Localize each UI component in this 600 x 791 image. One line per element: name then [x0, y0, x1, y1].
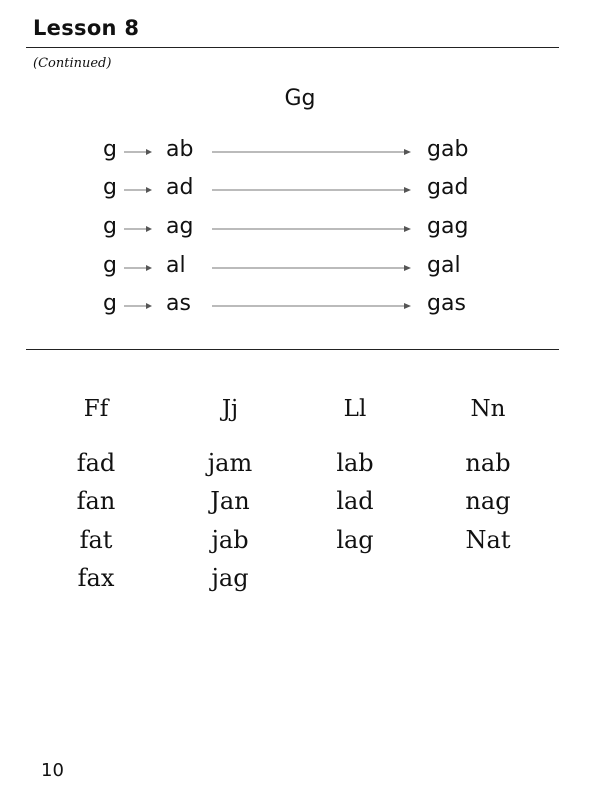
- blended-word: gal: [427, 253, 461, 278]
- blend-row: [0, 291, 600, 321]
- arrows-graphic: [0, 214, 600, 244]
- column-word: Nat: [465, 526, 511, 554]
- rime-part: ag: [166, 214, 194, 239]
- onset-letter: g: [103, 137, 117, 162]
- column-word: lag: [336, 526, 374, 554]
- blend-row: [0, 175, 600, 205]
- column-word: lad: [336, 487, 374, 515]
- column-word: lab: [336, 449, 374, 477]
- onset-letter: g: [103, 253, 117, 278]
- blended-word: gas: [427, 291, 466, 316]
- column-heading: Ff: [83, 396, 109, 422]
- blend-row: [0, 214, 600, 244]
- onset-letter: g: [103, 214, 117, 239]
- blended-word: gag: [427, 214, 469, 239]
- column-word: nab: [465, 449, 511, 477]
- header-rule: [26, 47, 559, 48]
- rime-part: ad: [166, 175, 194, 200]
- arrows-graphic: [0, 253, 600, 283]
- rime-part: as: [166, 291, 191, 316]
- rime-part: ab: [166, 137, 194, 162]
- column-heading: Jj: [221, 396, 239, 422]
- column-word: fad: [76, 449, 116, 477]
- page-number: 10: [41, 760, 64, 781]
- column-heading: Ll: [343, 396, 367, 422]
- blend-row: [0, 253, 600, 283]
- arrows-graphic: [0, 137, 600, 167]
- blend-row: [0, 137, 600, 167]
- column-word: Jan: [210, 487, 250, 515]
- onset-letter: g: [103, 291, 117, 316]
- column-word: fax: [77, 564, 115, 592]
- column-word: jag: [211, 564, 249, 592]
- column-word: jam: [207, 449, 253, 477]
- continued-label: (Continued): [33, 56, 112, 71]
- column-word: jab: [211, 526, 249, 554]
- column-heading: Nn: [470, 396, 506, 422]
- blended-word: gad: [427, 175, 469, 200]
- arrows-graphic: [0, 175, 600, 205]
- arrows-graphic: [0, 291, 600, 321]
- blend-heading: Gg: [284, 86, 316, 111]
- lesson-title: Lesson 8: [33, 16, 140, 40]
- section-divider: [26, 349, 559, 350]
- column-word: nag: [465, 487, 511, 515]
- rime-part: al: [166, 253, 186, 278]
- column-word: fat: [79, 526, 113, 554]
- onset-letter: g: [103, 175, 117, 200]
- column-word: fan: [76, 487, 116, 515]
- blended-word: gab: [427, 137, 469, 162]
